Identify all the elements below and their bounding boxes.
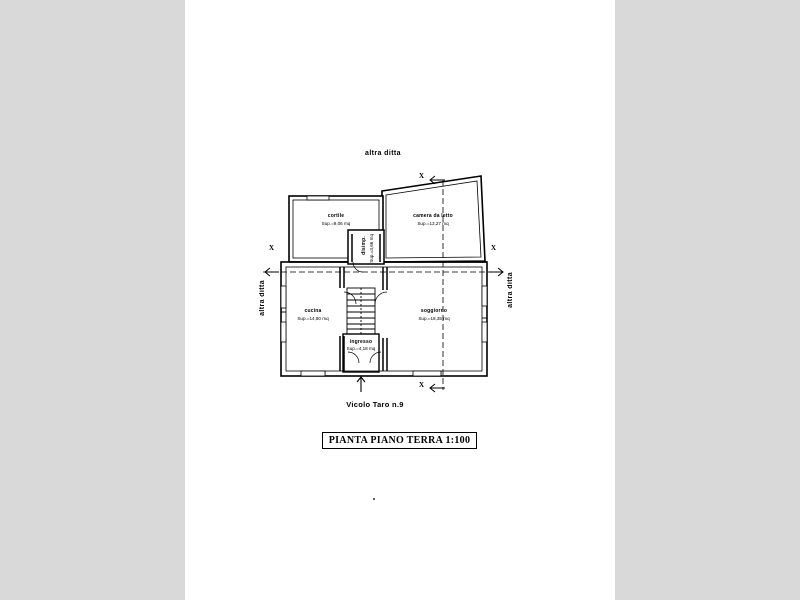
entrance-arrow	[357, 377, 365, 392]
document-page	[185, 0, 615, 600]
room-label-soggiorno-name: soggiorno	[420, 308, 448, 314]
section-mark-right: X	[491, 244, 497, 252]
room-label-disimp-name: disimp.	[361, 236, 367, 255]
room-label-ingresso-area: Sup.=4,18 mq	[346, 346, 376, 351]
staircase	[347, 288, 375, 334]
room-label-disimp-area: Sup.=3,66 mq	[369, 234, 374, 263]
room-label-camera-name: camera da letto	[413, 213, 453, 219]
label-street: Vicolo Taro n.9	[346, 400, 404, 409]
drawing-title-box	[322, 432, 477, 449]
room-label-cucina-area: Sup.=14,80 mq	[297, 316, 329, 321]
section-mark-top: X	[419, 172, 425, 180]
section-mark-left: X	[269, 244, 275, 252]
room-label-ingresso-name: ingresso	[349, 339, 373, 345]
page-speck	[373, 498, 375, 500]
room-label-soggiorno-area: Sup.=18,35 mq	[418, 316, 450, 321]
room-label-camera-area: Sup.=13,27 mq	[417, 221, 449, 226]
room-label-cucina-name: cucina	[304, 308, 322, 314]
room-label-cortile-area: Sup.=9,06 mq	[321, 221, 351, 226]
label-altra-ditta-right: altra ditta	[507, 272, 514, 308]
label-altra-ditta-left: altra ditta	[259, 280, 266, 316]
room-label-cortile-name: cortile	[327, 213, 345, 219]
section-mark-bottom: X	[419, 381, 425, 389]
floor-plan-drawing	[185, 0, 615, 600]
label-altra-ditta-top: altra ditta	[365, 150, 401, 157]
drawing-title-text: PIANTA PIANO TERRA 1:100	[328, 435, 471, 446]
